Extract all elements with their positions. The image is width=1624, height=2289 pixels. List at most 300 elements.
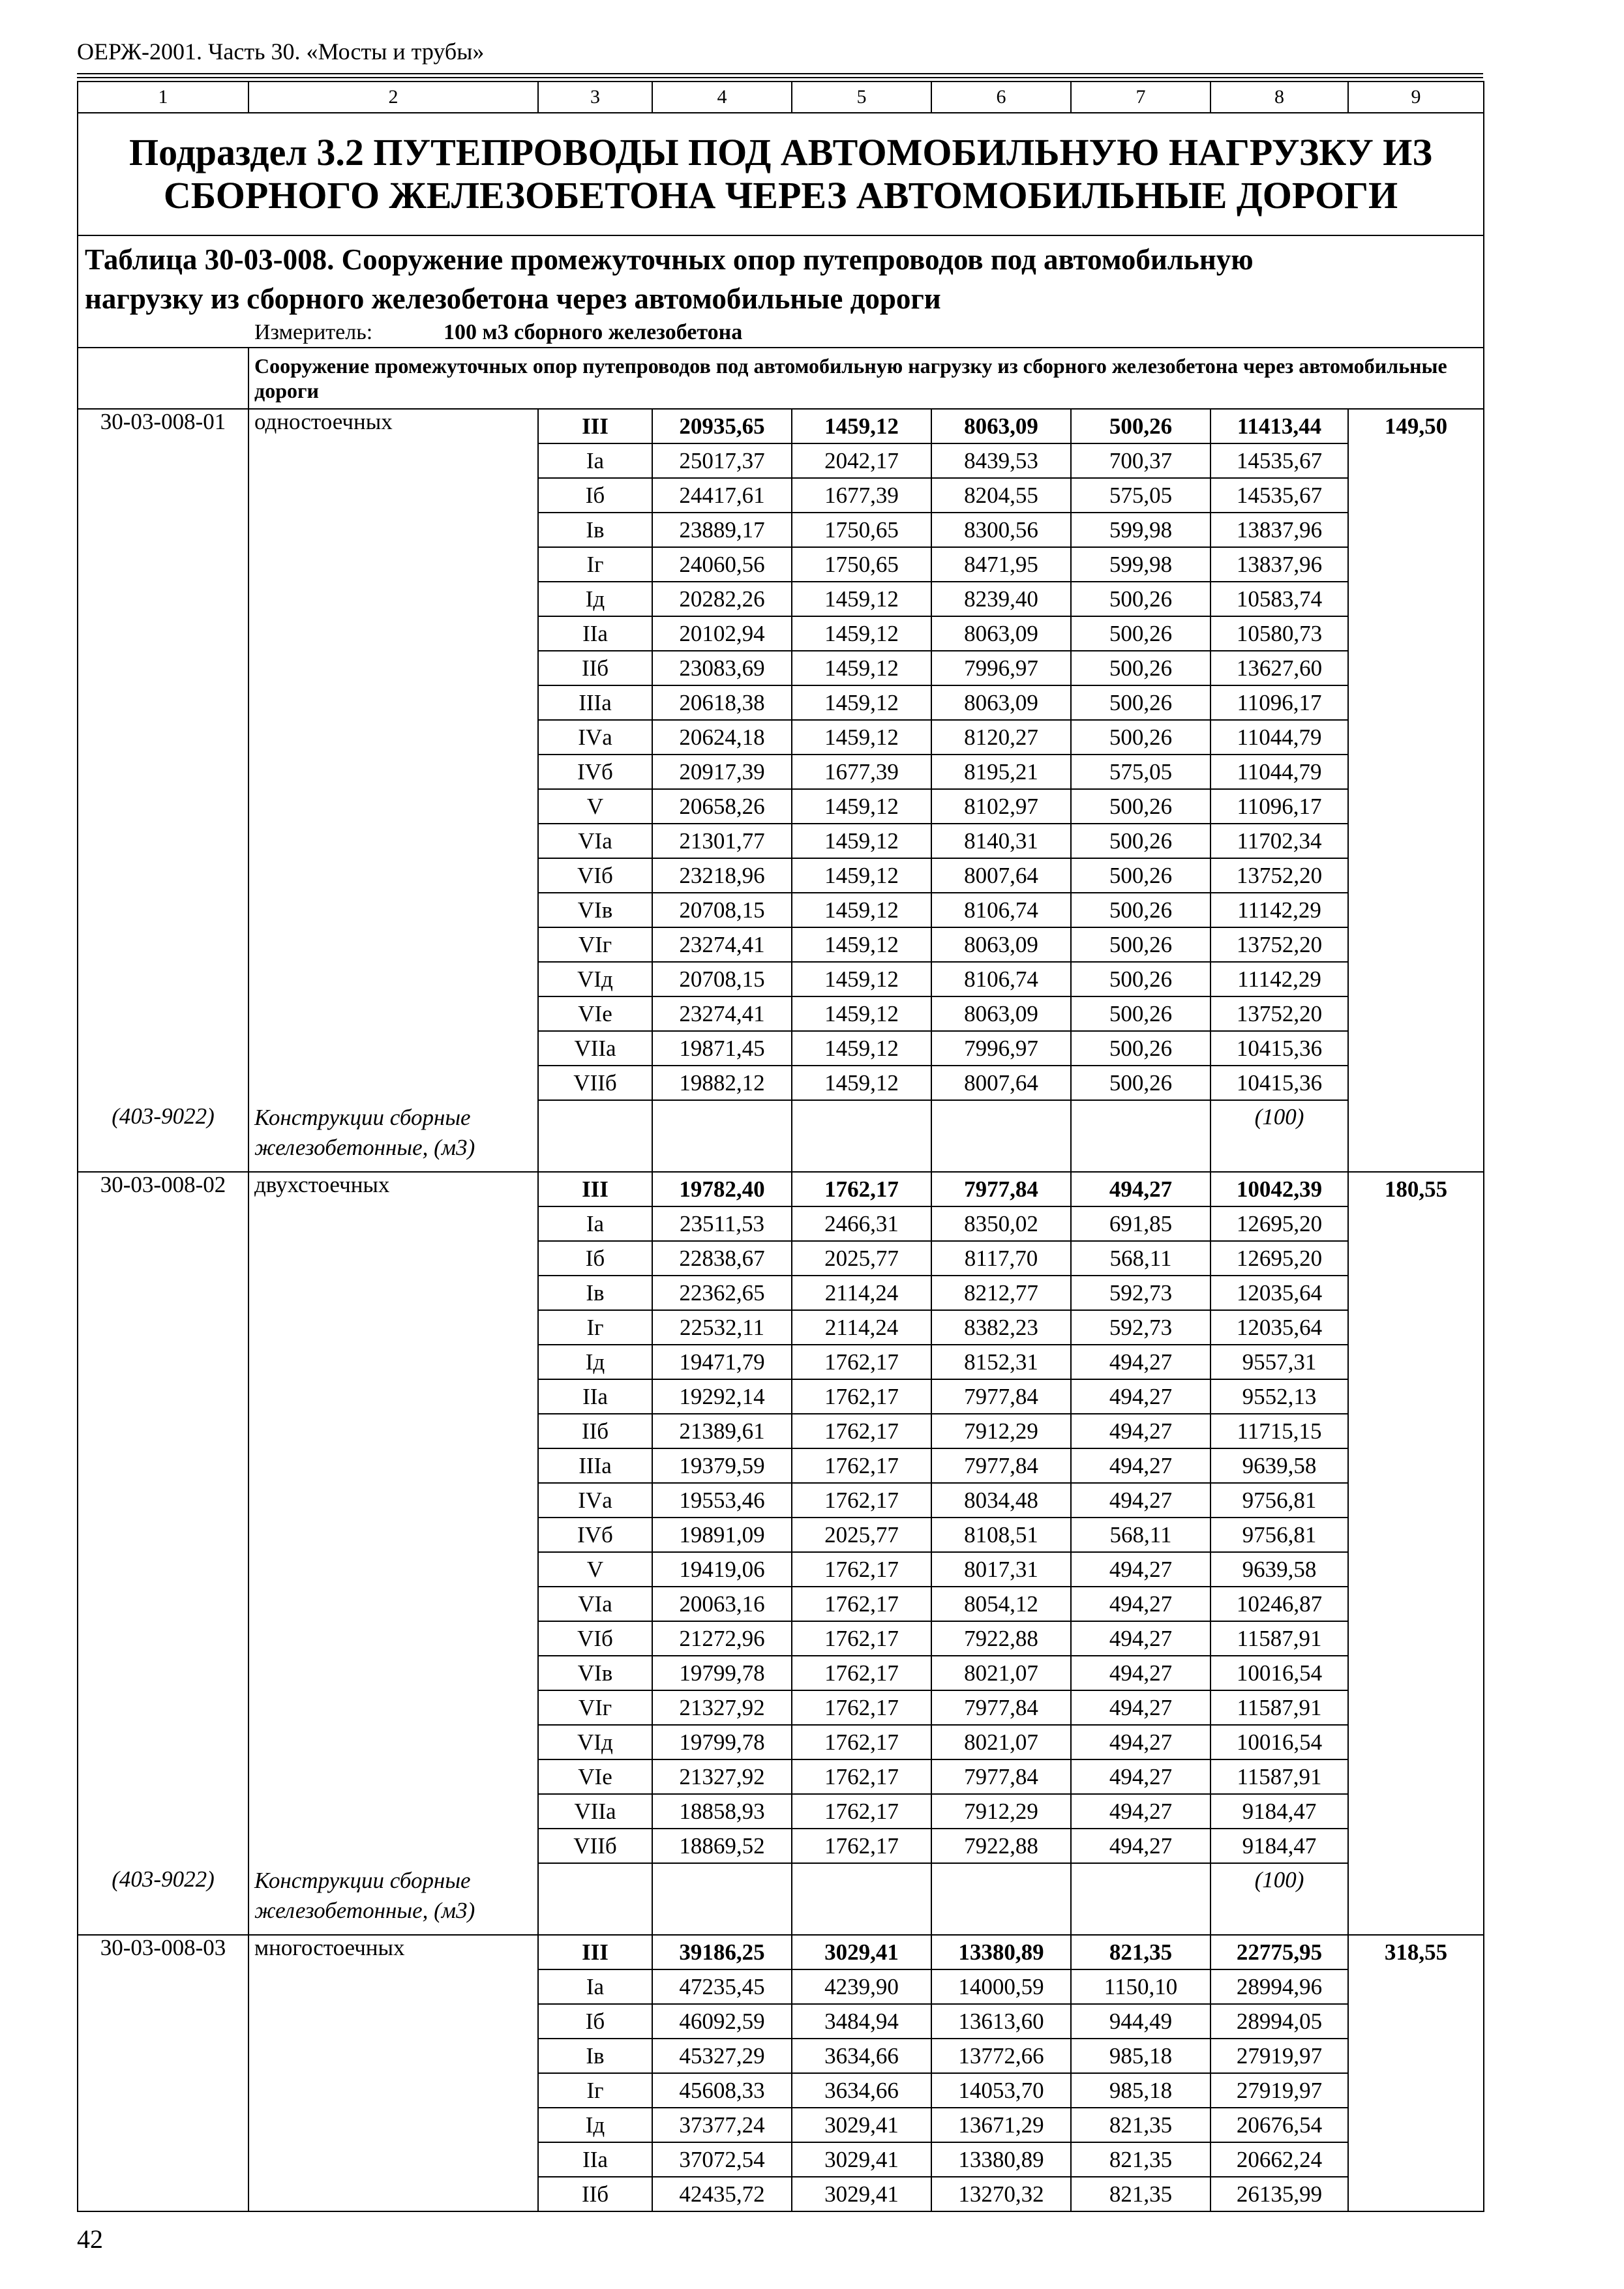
header-rule-second bbox=[77, 77, 1483, 78]
value-cell: 2114,24 bbox=[792, 1276, 931, 1310]
value-cell: 21389,61 bbox=[652, 1414, 792, 1448]
name-cell-blank bbox=[248, 996, 538, 1031]
page-header: ОЕРЖ-2001. Часть 30. «Мосты и трубы» bbox=[77, 38, 485, 65]
value-cell: 2025,77 bbox=[792, 1241, 931, 1276]
value-cell: 8300,56 bbox=[931, 513, 1071, 547]
table-row bbox=[78, 755, 1484, 789]
zone-cell: VIв bbox=[538, 893, 652, 927]
zone-cell: Iв bbox=[538, 1276, 652, 1310]
name-cell-blank bbox=[248, 1690, 538, 1725]
col9-blank bbox=[1348, 651, 1484, 685]
value-cell: 3029,41 bbox=[792, 2177, 931, 2211]
name-cell-blank bbox=[248, 1276, 538, 1310]
value-cell: 23083,69 bbox=[652, 651, 792, 685]
col9-blank bbox=[1348, 1066, 1484, 1100]
value-cell: 494,27 bbox=[1071, 1656, 1210, 1690]
resource-blank bbox=[792, 1863, 931, 1935]
page-number: 42 bbox=[77, 2224, 103, 2254]
value-cell: 12695,20 bbox=[1210, 1241, 1348, 1276]
name-cell-blank bbox=[248, 1759, 538, 1794]
name-cell-blank bbox=[248, 893, 538, 927]
value-cell: 20063,16 bbox=[652, 1587, 792, 1621]
table-title-line2: нагрузку из сборного железобетона через автомобильные дороги bbox=[85, 282, 941, 315]
resource-blank bbox=[792, 1100, 931, 1172]
name-cell-blank bbox=[248, 2177, 538, 2211]
value-cell: 568,11 bbox=[1071, 1518, 1210, 1552]
value-cell: 500,26 bbox=[1071, 685, 1210, 720]
zone-cell: Iг bbox=[538, 1310, 652, 1345]
value-cell: 8471,95 bbox=[931, 547, 1071, 582]
value-cell: 8102,97 bbox=[931, 789, 1071, 824]
zone-cell: IIIа bbox=[538, 685, 652, 720]
code-cell-blank bbox=[78, 824, 248, 858]
code-cell-blank bbox=[78, 858, 248, 893]
value-cell: 13837,96 bbox=[1210, 547, 1348, 582]
value-cell: 8063,09 bbox=[931, 616, 1071, 651]
zone-cell: VIIб bbox=[538, 1829, 652, 1863]
value-cell: 21327,92 bbox=[652, 1690, 792, 1725]
col9-blank bbox=[1348, 685, 1484, 720]
value-cell: 8063,09 bbox=[931, 996, 1071, 1031]
value-cell: 10415,36 bbox=[1210, 1066, 1348, 1100]
colnum-4: 4 bbox=[652, 82, 792, 113]
value-cell: 944,49 bbox=[1071, 2004, 1210, 2039]
value-cell: 1762,17 bbox=[792, 1345, 931, 1379]
code-cell-blank bbox=[78, 582, 248, 616]
value-cell: 500,26 bbox=[1071, 409, 1210, 443]
measure bbox=[85, 318, 1477, 347]
col9-blank bbox=[1348, 996, 1484, 1031]
value-cell: 8350,02 bbox=[931, 1206, 1071, 1241]
name-cell-blank bbox=[248, 858, 538, 893]
value-cell: 11142,29 bbox=[1210, 962, 1348, 996]
name-cell-blank bbox=[248, 1656, 538, 1690]
name-cell-blank bbox=[248, 1448, 538, 1483]
code-cell-blank bbox=[78, 2004, 248, 2039]
code-cell-blank bbox=[78, 1690, 248, 1725]
rate-name: многостоечных bbox=[248, 1935, 538, 1969]
table-row bbox=[78, 1552, 1484, 1587]
value-cell: 1762,17 bbox=[792, 1621, 931, 1656]
table-row bbox=[78, 1241, 1484, 1276]
value-cell: 9639,58 bbox=[1210, 1552, 1348, 1587]
value-cell: 1459,12 bbox=[792, 927, 931, 962]
table-row bbox=[78, 651, 1484, 685]
colnum-8: 8 bbox=[1210, 82, 1348, 113]
table-row bbox=[78, 1656, 1484, 1690]
value-cell: 12035,64 bbox=[1210, 1276, 1348, 1310]
value-cell: 7922,88 bbox=[931, 1621, 1071, 1656]
value-cell: 1459,12 bbox=[792, 789, 931, 824]
value-cell: 1677,39 bbox=[792, 478, 931, 513]
value-cell: 21327,92 bbox=[652, 1759, 792, 1794]
zone-cell: VIе bbox=[538, 1759, 652, 1794]
name-cell-blank bbox=[248, 1414, 538, 1448]
value-cell: 1459,12 bbox=[792, 824, 931, 858]
value-cell: 494,27 bbox=[1071, 1379, 1210, 1414]
value-cell: 45608,33 bbox=[652, 2073, 792, 2108]
value-cell: 575,05 bbox=[1071, 478, 1210, 513]
table-row bbox=[78, 2039, 1484, 2073]
code-cell-blank bbox=[78, 1066, 248, 1100]
zone-cell: VIа bbox=[538, 824, 652, 858]
value-cell: 500,26 bbox=[1071, 893, 1210, 927]
resource-row bbox=[78, 1863, 1484, 1935]
value-cell: 8212,77 bbox=[931, 1276, 1071, 1310]
code-cell-blank bbox=[78, 1241, 248, 1276]
resource-blank bbox=[1071, 1863, 1210, 1935]
value-cell: 8007,64 bbox=[931, 858, 1071, 893]
resource-name: Конструкции сборные железобетонные, (м3) bbox=[248, 1863, 538, 1935]
col9-blank bbox=[1348, 1206, 1484, 1241]
code-cell-blank bbox=[78, 1483, 248, 1518]
value-cell: 46092,59 bbox=[652, 2004, 792, 2039]
value-cell: 8204,55 bbox=[931, 478, 1071, 513]
code-cell-blank bbox=[78, 962, 248, 996]
value-cell: 11044,79 bbox=[1210, 720, 1348, 755]
value-cell: 8382,23 bbox=[931, 1310, 1071, 1345]
value-cell: 500,26 bbox=[1071, 824, 1210, 858]
value-cell: 13772,66 bbox=[931, 2039, 1071, 2073]
resource-qty: (100) bbox=[1210, 1100, 1348, 1172]
value-cell: 42435,72 bbox=[652, 2177, 792, 2211]
code-cell-blank bbox=[78, 1379, 248, 1414]
col9-blank bbox=[1348, 893, 1484, 927]
name-cell-blank bbox=[248, 478, 538, 513]
name-cell-blank bbox=[248, 616, 538, 651]
col9-blank bbox=[1348, 513, 1484, 547]
value-cell: 1459,12 bbox=[792, 651, 931, 685]
zone-cell: Iг bbox=[538, 2073, 652, 2108]
value-cell: 494,27 bbox=[1071, 1829, 1210, 1863]
zone-cell: IVб bbox=[538, 755, 652, 789]
resource-qty: (100) bbox=[1210, 1863, 1348, 1935]
value-cell: 1150,10 bbox=[1071, 1969, 1210, 2004]
name-cell-blank bbox=[248, 1552, 538, 1587]
col9-blank bbox=[1348, 1031, 1484, 1066]
code-cell-blank bbox=[78, 893, 248, 927]
col9-blank bbox=[1348, 2108, 1484, 2142]
value-cell: 1459,12 bbox=[792, 720, 931, 755]
name-cell-blank bbox=[248, 2073, 538, 2108]
table-row bbox=[78, 2108, 1484, 2142]
table-row bbox=[78, 616, 1484, 651]
value-cell: 19471,79 bbox=[652, 1345, 792, 1379]
name-cell-blank bbox=[248, 824, 538, 858]
value-cell: 7977,84 bbox=[931, 1690, 1071, 1725]
name-cell-blank bbox=[248, 1587, 538, 1621]
value-cell: 25017,37 bbox=[652, 443, 792, 478]
value-cell: 8007,64 bbox=[931, 1066, 1071, 1100]
column-number-row bbox=[78, 82, 1484, 113]
table-row bbox=[78, 1759, 1484, 1794]
value-cell: 13837,96 bbox=[1210, 513, 1348, 547]
value-cell: 1762,17 bbox=[792, 1794, 931, 1829]
value-cell: 10415,36 bbox=[1210, 1031, 1348, 1066]
col9-value: 180,55 bbox=[1348, 1172, 1484, 1206]
subsection-title-line1: Подраздел 3.2 ПУТЕПРОВОДЫ ПОД АВТОМОБИЛЬНУЮ НАГРУЗКУ ИЗ bbox=[129, 131, 1432, 173]
table-row bbox=[78, 1621, 1484, 1656]
value-cell: 494,27 bbox=[1071, 1621, 1210, 1656]
value-cell: 500,26 bbox=[1071, 616, 1210, 651]
value-cell: 1459,12 bbox=[792, 893, 931, 927]
zone-cell: VIIа bbox=[538, 1031, 652, 1066]
zone-cell: V bbox=[538, 1552, 652, 1587]
table-row bbox=[78, 2073, 1484, 2108]
table-row bbox=[78, 1066, 1484, 1100]
code-cell-blank bbox=[78, 996, 248, 1031]
value-cell: 8108,51 bbox=[931, 1518, 1071, 1552]
col9-blank bbox=[1348, 1379, 1484, 1414]
value-cell: 20102,94 bbox=[652, 616, 792, 651]
value-cell: 22775,95 bbox=[1210, 1935, 1348, 1969]
zone-cell: IVб bbox=[538, 1518, 652, 1552]
value-cell: 1762,17 bbox=[792, 1725, 931, 1759]
col9-blank bbox=[1348, 1829, 1484, 1863]
value-cell: 13752,20 bbox=[1210, 858, 1348, 893]
value-cell: 575,05 bbox=[1071, 755, 1210, 789]
code-cell-blank bbox=[78, 1725, 248, 1759]
value-cell: 1762,17 bbox=[792, 1587, 931, 1621]
colnum-9: 9 bbox=[1348, 82, 1484, 113]
value-cell: 568,11 bbox=[1071, 1241, 1210, 1276]
value-cell: 8054,12 bbox=[931, 1587, 1071, 1621]
zone-cell: Iв bbox=[538, 2039, 652, 2073]
table-row bbox=[78, 1031, 1484, 1066]
col9-blank bbox=[1348, 582, 1484, 616]
value-cell: 10016,54 bbox=[1210, 1725, 1348, 1759]
value-cell: 7922,88 bbox=[931, 1829, 1071, 1863]
table-row bbox=[78, 1690, 1484, 1725]
value-cell: 494,27 bbox=[1071, 1172, 1210, 1206]
col9-blank bbox=[1348, 858, 1484, 893]
name-cell-blank bbox=[248, 927, 538, 962]
value-cell: 18869,52 bbox=[652, 1829, 792, 1863]
value-cell: 592,73 bbox=[1071, 1276, 1210, 1310]
measure-value: 100 м3 сборного железобетона bbox=[444, 320, 743, 344]
code-cell-blank bbox=[78, 1759, 248, 1794]
table-row bbox=[78, 409, 1484, 443]
zone-cell: V bbox=[538, 789, 652, 824]
value-cell: 3029,41 bbox=[792, 2142, 931, 2177]
value-cell: 3029,41 bbox=[792, 2108, 931, 2142]
name-cell-blank bbox=[248, 962, 538, 996]
value-cell: 2466,31 bbox=[792, 1206, 931, 1241]
resource-blank bbox=[538, 1100, 652, 1172]
value-cell: 821,35 bbox=[1071, 2108, 1210, 2142]
table-row bbox=[78, 1969, 1484, 2004]
value-cell: 1459,12 bbox=[792, 858, 931, 893]
col9-value: 318,55 bbox=[1348, 1935, 1484, 1969]
col9-blank bbox=[1348, 1969, 1484, 2004]
value-cell: 19882,12 bbox=[652, 1066, 792, 1100]
col9-blank bbox=[1348, 2073, 1484, 2108]
code-cell-blank bbox=[78, 1552, 248, 1587]
resource-blank bbox=[538, 1863, 652, 1935]
value-cell: 9557,31 bbox=[1210, 1345, 1348, 1379]
value-cell: 7996,97 bbox=[931, 1031, 1071, 1066]
zone-cell: Iб bbox=[538, 478, 652, 513]
value-cell: 1762,17 bbox=[792, 1448, 931, 1483]
zone-cell: Iд bbox=[538, 1345, 652, 1379]
code-cell-blank bbox=[78, 1518, 248, 1552]
table-row bbox=[78, 1345, 1484, 1379]
value-cell: 19891,09 bbox=[652, 1518, 792, 1552]
value-cell: 12695,20 bbox=[1210, 1206, 1348, 1241]
table-row bbox=[78, 1379, 1484, 1414]
value-cell: 500,26 bbox=[1071, 1031, 1210, 1066]
value-cell: 8120,27 bbox=[931, 720, 1071, 755]
name-cell-blank bbox=[248, 720, 538, 755]
zone-cell: VIб bbox=[538, 1621, 652, 1656]
col9-blank bbox=[1348, 1310, 1484, 1345]
col9-blank bbox=[1348, 2177, 1484, 2211]
value-cell: 494,27 bbox=[1071, 1345, 1210, 1379]
table-row bbox=[78, 1276, 1484, 1310]
value-cell: 592,73 bbox=[1071, 1310, 1210, 1345]
col9-blank bbox=[1348, 927, 1484, 962]
colnum-2: 2 bbox=[248, 82, 538, 113]
value-cell: 1762,17 bbox=[792, 1829, 931, 1863]
value-cell: 10016,54 bbox=[1210, 1656, 1348, 1690]
value-cell: 1459,12 bbox=[792, 1031, 931, 1066]
zone-cell: Iб bbox=[538, 2004, 652, 2039]
zone-cell: Iг bbox=[538, 547, 652, 582]
table-row bbox=[78, 547, 1484, 582]
value-cell: 1459,12 bbox=[792, 409, 931, 443]
name-cell-blank bbox=[248, 1066, 538, 1100]
value-cell: 494,27 bbox=[1071, 1725, 1210, 1759]
table-row bbox=[78, 858, 1484, 893]
value-cell: 18858,93 bbox=[652, 1794, 792, 1829]
code-cell-blank bbox=[78, 1448, 248, 1483]
table-row bbox=[78, 893, 1484, 927]
value-cell: 23889,17 bbox=[652, 513, 792, 547]
code-cell-blank bbox=[78, 1414, 248, 1448]
value-cell: 11587,91 bbox=[1210, 1690, 1348, 1725]
table-row bbox=[78, 1518, 1484, 1552]
zone-cell: III bbox=[538, 1172, 652, 1206]
value-cell: 13671,29 bbox=[931, 2108, 1071, 2142]
col9-blank bbox=[1348, 1448, 1484, 1483]
value-cell: 691,85 bbox=[1071, 1206, 1210, 1241]
table-row bbox=[78, 2004, 1484, 2039]
value-cell: 821,35 bbox=[1071, 2177, 1210, 2211]
value-cell: 37377,24 bbox=[652, 2108, 792, 2142]
value-cell: 8034,48 bbox=[931, 1483, 1071, 1518]
resource-blank bbox=[1348, 1100, 1484, 1172]
table-row bbox=[78, 927, 1484, 962]
col9-blank bbox=[1348, 1241, 1484, 1276]
name-cell-blank bbox=[248, 789, 538, 824]
value-cell: 9639,58 bbox=[1210, 1448, 1348, 1483]
value-cell: 9756,81 bbox=[1210, 1483, 1348, 1518]
code-cell-blank bbox=[78, 720, 248, 755]
value-cell: 8117,70 bbox=[931, 1241, 1071, 1276]
value-cell: 7977,84 bbox=[931, 1759, 1071, 1794]
name-cell-blank bbox=[248, 1345, 538, 1379]
col9-blank bbox=[1348, 616, 1484, 651]
value-cell: 28994,05 bbox=[1210, 2004, 1348, 2039]
table-title-row bbox=[78, 235, 1484, 348]
code-cell-blank bbox=[78, 2073, 248, 2108]
value-cell: 20618,38 bbox=[652, 685, 792, 720]
value-cell: 7977,84 bbox=[931, 1379, 1071, 1414]
col9-blank bbox=[1348, 443, 1484, 478]
value-cell: 27919,97 bbox=[1210, 2039, 1348, 2073]
colnum-3: 3 bbox=[538, 82, 652, 113]
name-cell-blank bbox=[248, 1483, 538, 1518]
value-cell: 599,98 bbox=[1071, 547, 1210, 582]
value-cell: 10580,73 bbox=[1210, 616, 1348, 651]
zone-cell: IIб bbox=[538, 651, 652, 685]
col9-blank bbox=[1348, 789, 1484, 824]
rate-name: двухстоечных bbox=[248, 1172, 538, 1206]
value-cell: 13380,89 bbox=[931, 1935, 1071, 1969]
code-cell-blank bbox=[78, 1031, 248, 1066]
resource-code: (403-9022) bbox=[78, 1863, 248, 1935]
value-cell: 22838,67 bbox=[652, 1241, 792, 1276]
name-cell-blank bbox=[248, 2039, 538, 2073]
value-cell: 1677,39 bbox=[792, 755, 931, 789]
col9-blank bbox=[1348, 547, 1484, 582]
value-cell: 494,27 bbox=[1071, 1552, 1210, 1587]
header-rule bbox=[77, 73, 1483, 74]
value-cell: 24060,56 bbox=[652, 547, 792, 582]
rate-code: 30-03-008-02 bbox=[78, 1172, 248, 1206]
name-cell-blank bbox=[248, 443, 538, 478]
col9-blank bbox=[1348, 478, 1484, 513]
zone-cell: VIв bbox=[538, 1656, 652, 1690]
value-cell: 10583,74 bbox=[1210, 582, 1348, 616]
value-cell: 22362,65 bbox=[652, 1276, 792, 1310]
colnum-7: 7 bbox=[1071, 82, 1210, 113]
col9-blank bbox=[1348, 755, 1484, 789]
value-cell: 8063,09 bbox=[931, 409, 1071, 443]
colnum-1: 1 bbox=[78, 82, 248, 113]
resource-row bbox=[78, 1100, 1484, 1172]
value-cell: 19799,78 bbox=[652, 1725, 792, 1759]
name-cell-blank bbox=[248, 1379, 538, 1414]
table-title-line1: Таблица 30-03-008. Сооружение промежуточных опор путепроводов под автомобильную bbox=[85, 243, 1254, 276]
value-cell: 8021,07 bbox=[931, 1656, 1071, 1690]
value-cell: 1762,17 bbox=[792, 1656, 931, 1690]
value-cell: 11096,17 bbox=[1210, 789, 1348, 824]
col9-blank bbox=[1348, 2142, 1484, 2177]
value-cell: 494,27 bbox=[1071, 1759, 1210, 1794]
value-cell: 4239,90 bbox=[792, 1969, 931, 2004]
value-cell: 500,26 bbox=[1071, 582, 1210, 616]
value-cell: 700,37 bbox=[1071, 443, 1210, 478]
zone-cell: Iб bbox=[538, 1241, 652, 1276]
resource-name: Конструкции сборные железобетонные, (м3) bbox=[248, 1100, 538, 1172]
value-cell: 14053,70 bbox=[931, 2073, 1071, 2108]
value-cell: 8106,74 bbox=[931, 893, 1071, 927]
table-row bbox=[78, 1448, 1484, 1483]
value-cell: 26135,99 bbox=[1210, 2177, 1348, 2211]
value-cell: 39186,25 bbox=[652, 1935, 792, 1969]
name-cell-blank bbox=[248, 1725, 538, 1759]
code-cell-blank bbox=[78, 1656, 248, 1690]
value-cell: 7977,84 bbox=[931, 1172, 1071, 1206]
value-cell: 494,27 bbox=[1071, 1414, 1210, 1448]
zone-cell: III bbox=[538, 1935, 652, 1969]
measure-label: Измеритель: bbox=[254, 320, 373, 344]
value-cell: 14535,67 bbox=[1210, 443, 1348, 478]
value-cell: 19782,40 bbox=[652, 1172, 792, 1206]
table-row bbox=[78, 1414, 1484, 1448]
table-row bbox=[78, 1172, 1484, 1206]
